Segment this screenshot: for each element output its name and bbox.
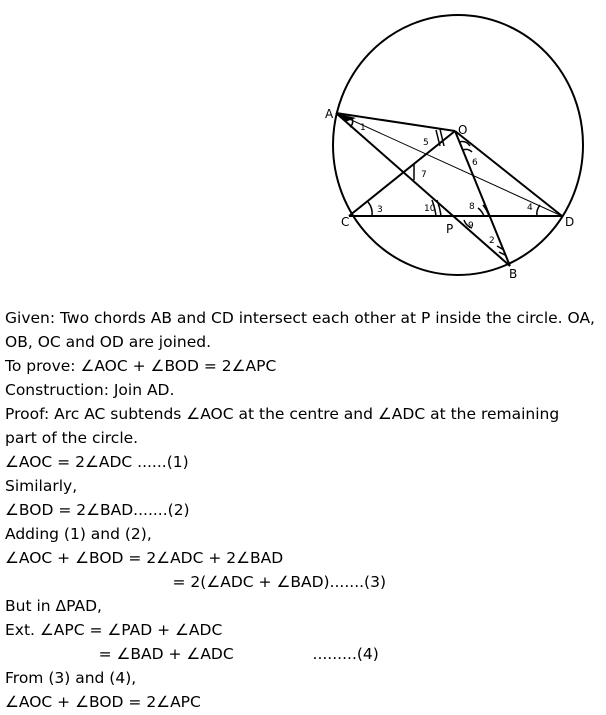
sum-line-1: ∠AOC + ∠BOD = 2∠ADC + 2∠BAD	[5, 549, 284, 567]
angle-8-label: 8	[469, 202, 475, 212]
similarly-line: Similarly,	[5, 477, 78, 495]
ext-angle-line-1: Ext. ∠APC = ∠PAD + ∠ADC	[5, 621, 223, 639]
label-a: A	[325, 107, 334, 121]
label-c: C	[341, 215, 350, 229]
conclusion-line: ∠AOC + ∠BOD = 2∠APC	[5, 693, 201, 711]
angle-6-label: 6	[472, 158, 478, 168]
circle	[333, 15, 583, 275]
to-prove-line: To prove: ∠AOC + ∠BOD = 2∠APC	[5, 357, 277, 375]
label-b: B	[509, 267, 518, 281]
angle-1-label: 1	[360, 123, 366, 133]
ext-angle-line-2: = ∠BAD + ∠ADC .........(4)	[5, 645, 379, 663]
angle-7-label: 7	[421, 170, 427, 180]
label-p: P	[446, 222, 454, 236]
adding-line: Adding (1) and (2),	[5, 525, 152, 543]
label-o: O	[458, 123, 468, 137]
radius-ob	[455, 131, 510, 266]
angle-10-label: 10	[424, 204, 436, 214]
triangle-line: But in ΔPAD,	[5, 597, 102, 615]
angle-4-label: 4	[527, 203, 533, 213]
equation-2-line: ∠BOD = 2∠BAD.......(2)	[5, 501, 190, 519]
proof-line-2: part of the circle.	[5, 429, 139, 447]
construction-line: Construction: Join AD.	[5, 381, 175, 399]
circle-chords-figure	[0, 0, 606, 300]
segment-ad	[336, 113, 562, 216]
angle-9-label: 9	[468, 221, 474, 231]
given-line-1: Given: Two chords AB and CD intersect each other at P inside the circle. OA,	[5, 309, 595, 327]
label-d: D	[565, 215, 575, 229]
chord-ab	[336, 113, 510, 266]
sum-line-2: = 2(∠ADC + ∠BAD).......(3)	[5, 573, 386, 591]
proof-line-1: Proof: Arc AC subtends ∠AOC at the centre and ∠ADC at the remaining	[5, 405, 560, 423]
angle-2-label: 2	[489, 236, 495, 246]
angle-3-label: 3	[377, 205, 383, 215]
equation-1-line: ∠AOC = 2∠ADC ......(1)	[5, 453, 189, 471]
proof-text	[5, 306, 601, 714]
given-line-2: OB, OC and OD are joined.	[5, 333, 212, 351]
from-line: From (3) and (4),	[5, 669, 137, 687]
angle-5-label: 5	[423, 138, 429, 148]
